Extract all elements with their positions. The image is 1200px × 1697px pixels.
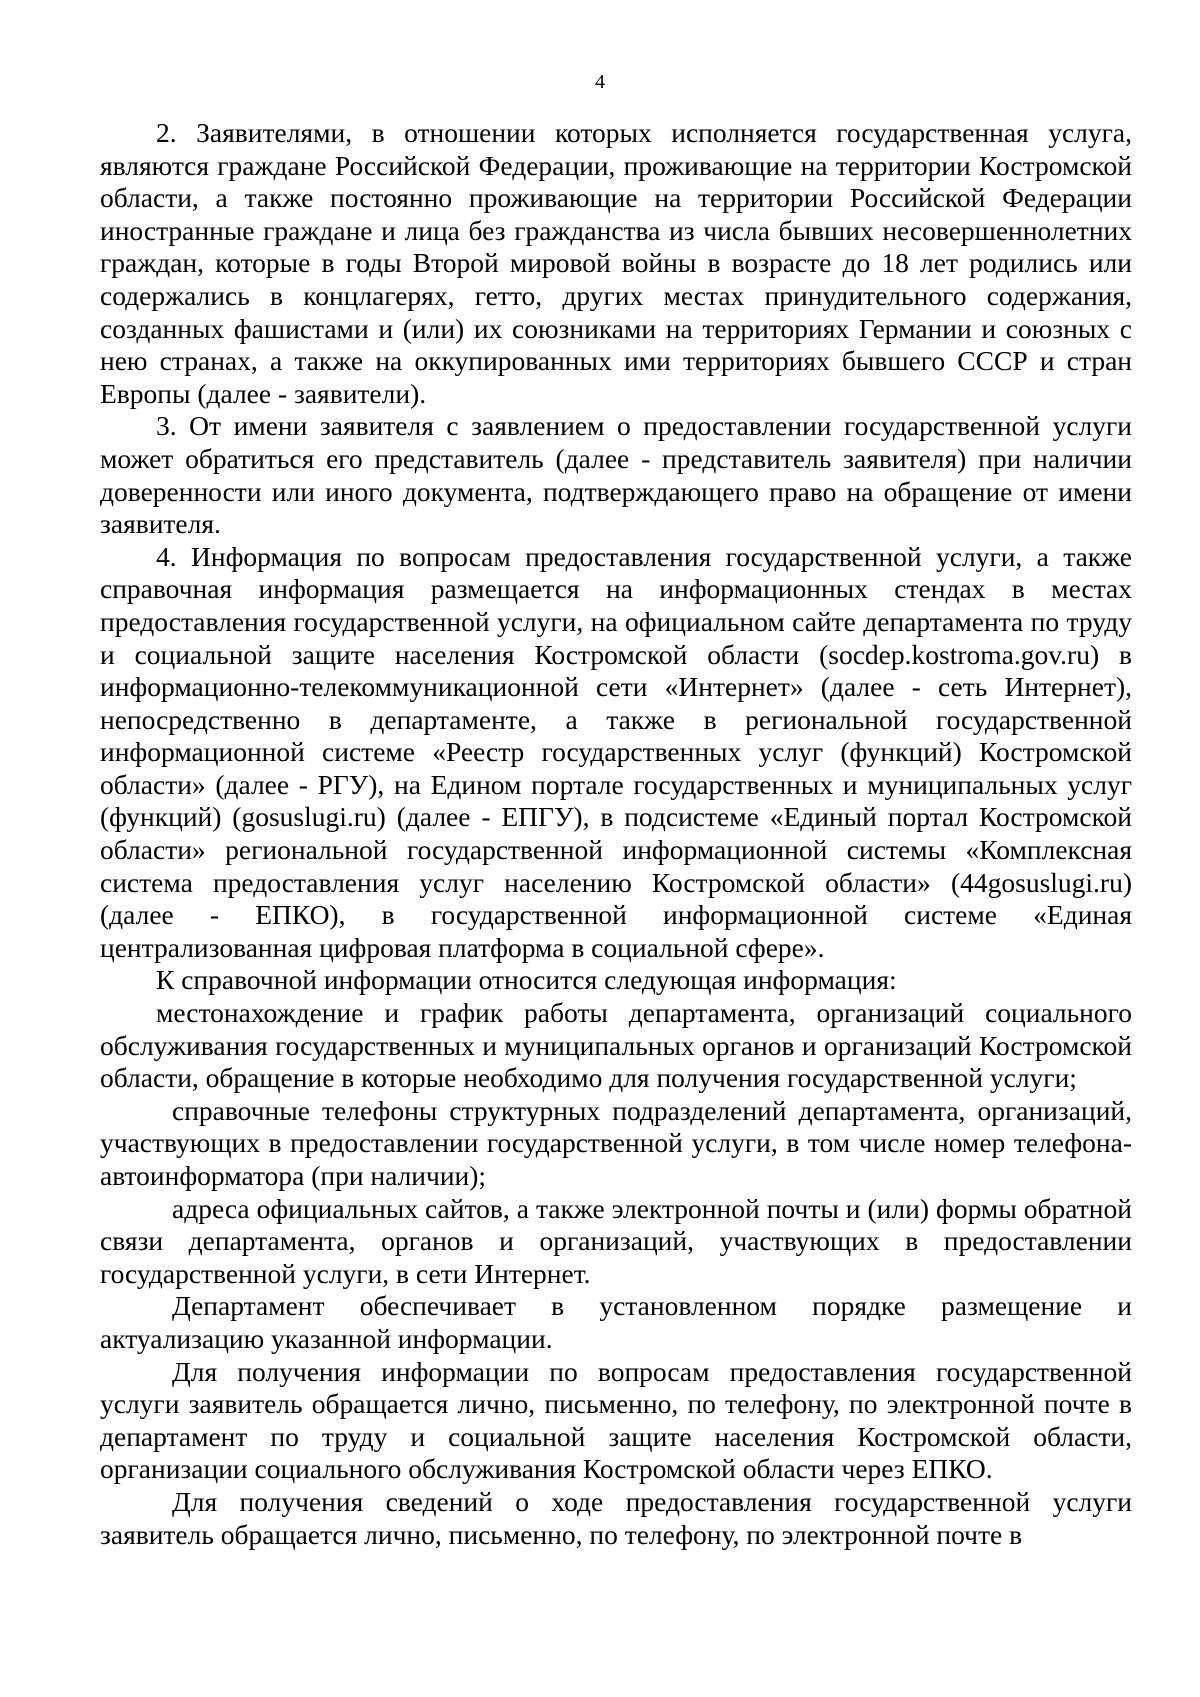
paragraph-representative: 3. От имени заявителя с заявлением о предоставлении государственной услуги может обратиться его представитель (далее - представитель заявителя) при наличии доверенности или иного документа, подтверждающего право на обращение от имени заявителя.: [100, 410, 1132, 540]
paragraph-reference-intro: К справочной информации относится следующая информация:: [156, 964, 897, 996]
paragraph-information: 4. Информация по вопросам предоставления государственной услуги, а также справочная информация размещается на информационных стендах в местах предоставления государственной услуги, на официальном сайте департамента по труду и социальной защите населения Костромской области (socdep.kostroma.gov.ru) в информационно-телекоммуникационной сети «Интернет» (далее - сеть Интернет), непосредственно в департаменте, а также в региональной государственной информационной системе «Реестр государственных услуг (функций) Костромской области» (далее - РГУ), на Едином портале государственных и муниципальных услуг (функций) (gosuslugi.ru) (далее - ЕПГУ), в подсистеме «Единый портал Костромской области» региональной государственной информационной системы «Комплексная система предоставления услуг населению Костромской области» (44gosuslugi.ru) (далее - ЕПКО), в государственной информационной системе «Единая централизованная цифровая платформа в социальной сфере».: [100, 540, 1132, 963]
page-number: 4: [595, 71, 605, 93]
paragraph-department-updates: Департамент обеспечивает в установленном порядке размещение и актуализацию указанной информации.: [100, 1290, 1132, 1354]
paragraph-how-to-get-info: Для получения информации по вопросам предоставления государственной услуги заявитель обращается лично, письменно, по телефону, по электронной почте в департамент по труду и социальной защите населения Костромской области, организации социального обслуживания Костромской области через ЕПКО.: [100, 1355, 1132, 1485]
paragraph-applicants: 2. Заявителями, в отношении которых исполняется государственная услуга, являются граждане Российской Федерации, проживающие на территории Костромской области, а также постоянно проживающие на территории Российской Федерации иностранные граждане и лица без гражданства из числа бывших несовершеннолетних граждан, которые в годы Второй мировой войны в возрасте до 18 лет родились или содержались в концлагерях, гетто, других местах принудительного содержания, созданных фашистами и (или) их союзниками на территориях Германии и союзных с нею странах, а также на оккупированных ими территориях бывшего СССР и стран Европы (далее - заявители).: [100, 117, 1132, 409]
paragraph-progress-info: Для получения сведений о ходе предоставления государственной услуги заявитель обращается лично, письменно, по телефону, по электронной почте в: [100, 1485, 1132, 1550]
paragraph-phones: справочные телефоны структурных подразделений департамента, организаций, участвующих в предоставлении государственной услуги, в том числе номер телефона-автоинформатора (при наличии);: [100, 1094, 1132, 1191]
document-body: [100, 117, 1132, 1551]
paragraph-websites: адреса официальных сайтов, а также электронной почты и (или) формы обратной связи департамента, органов и организаций, участвующих в предоставлении государственной услуги, в сети Интернет.: [100, 1192, 1132, 1289]
paragraph-location-schedule: местонахождение и график работы департамента, организаций социального обслуживания государственных и муниципальных органов и организаций Костромской области, обращение в которые необходимо для получения государственной услуги;: [100, 997, 1132, 1094]
